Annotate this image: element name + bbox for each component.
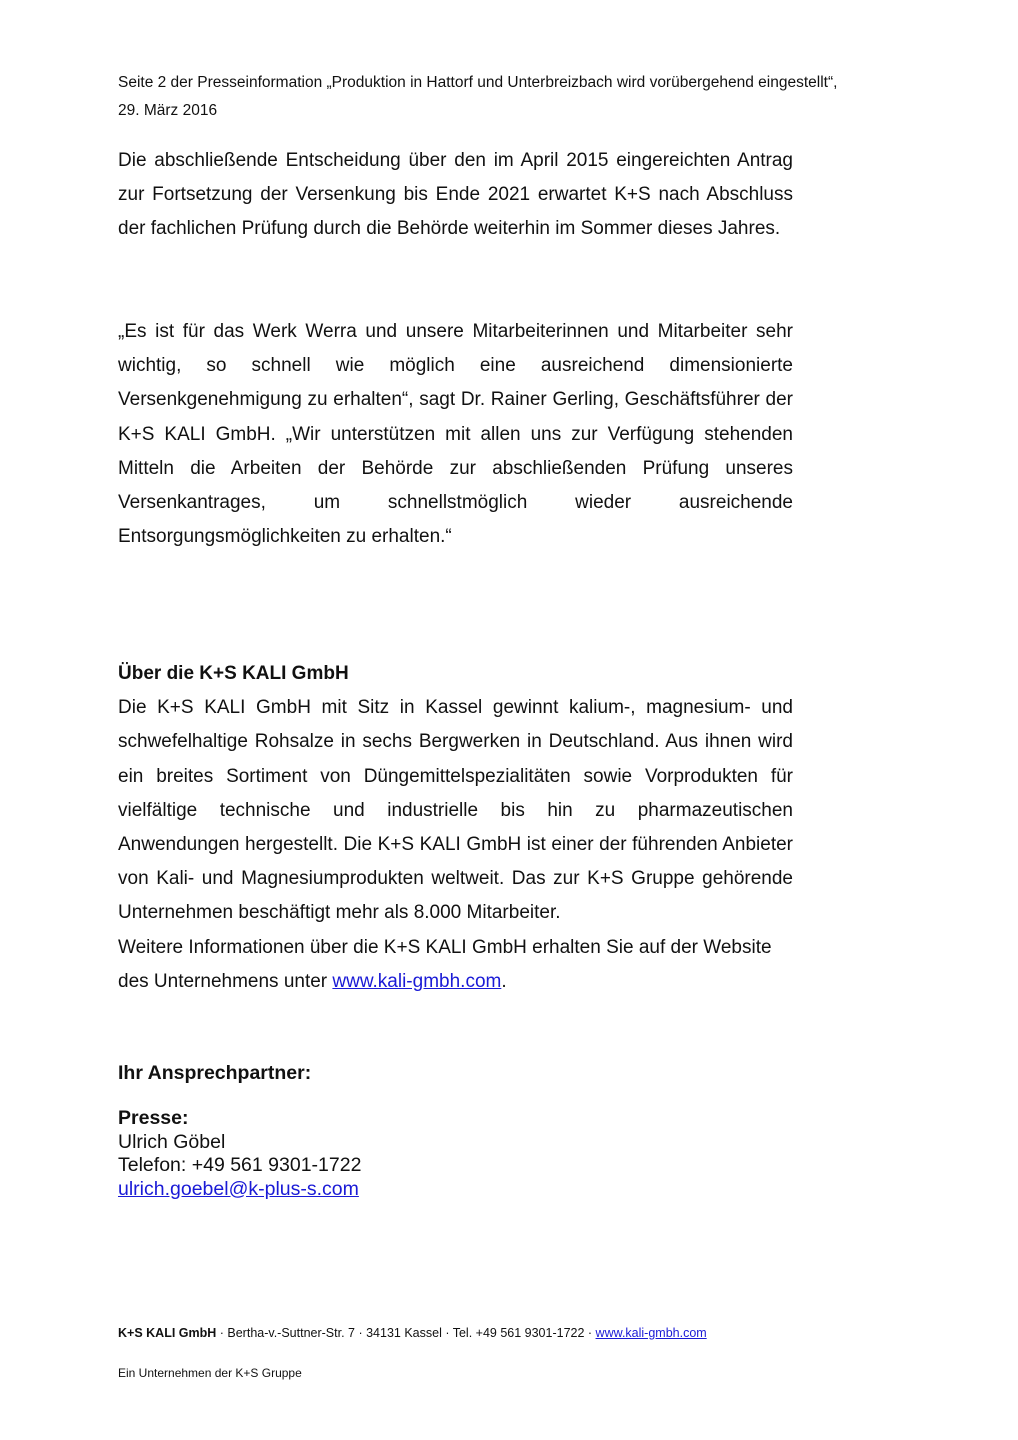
about-more-suffix: .: [501, 970, 507, 992]
about-section: [118, 657, 793, 999]
about-text: Die K+S KALI GmbH mit Sitz in Kassel gewinnt kalium-, magnesium- und schwefelhaltige Rohsalze in sechs Bergwerken in Deutschland. Aus ihnen wird ein breites Sortiment von Düngemittelspezialitäten sowie Vorprodukten für vielfältige technische und industrielle bis hin zu pharmazeutischen Anwendungen hergestellt. Die K+S KALI GmbH ist einer der führenden Anbieter von Kali- und Magnesiumprodukten weltweit. Das zur K+S Gruppe gehörende Unternehmen beschäftigt mehr als 8.000 Mitarbeiter.: [118, 697, 793, 924]
footer-company-line: [118, 1324, 707, 1342]
about-heading: Über die K+S KALI GmbH: [118, 663, 349, 684]
footer-website-link[interactable]: www.kali-gmbh.com: [595, 1326, 707, 1340]
company-website-link[interactable]: www.kali-gmbh.com: [332, 970, 502, 992]
contact-name: Ulrich Göbel: [118, 1130, 226, 1153]
header-title-line: Seite 2 der Presseinformation „Produktion in Hattorf und Unterbreizbach wird vorübergehend eingestellt“,: [118, 74, 838, 91]
footer-company-name: K+S KALI GmbH: [118, 1326, 217, 1340]
press-label: Presse:: [118, 1107, 189, 1129]
footer-address: · Bertha-v.-Suttner-Str. 7 · 34131 Kassel · Tel. +49 561 9301-1722 ·: [216, 1326, 596, 1340]
paragraph-quote-text: „Es ist für das Werk Werra und unsere Mitarbeiterinnen und Mitarbeiter sehr wichtig, so schnell wie möglich eine ausreichend dimensionierte Versenkgenehmigung zu erhalten“, sagt Dr. Rainer Gerling, Geschäftsführer der K+S KALI GmbH. „Wir unterstützen mit allen uns zur Verfügung stehenden Mitteln die Arbeiten der Behörde zur abschließenden Prüfung unseres Versenkantrages, um schnellstmöglich wieder ausreichende Entsorgungsmöglichkeiten zu erhalten.“: [118, 321, 793, 548]
contact-phone: Telefon: +49 561 9301-1722: [118, 1154, 362, 1176]
page-header: [118, 69, 908, 125]
paragraph-decision-text: Die abschließende Entscheidung über den im April 2015 eingereichten Antrag zur Fortsetzung der Versenkung bis Ende 2021 erwartet K+S nach Abschluss der fachlichen Prüfung durch die Behörde weiterhin im Sommer dieses Jahres.: [118, 150, 793, 240]
about-more-info: [118, 931, 793, 999]
paragraph-decision: [118, 144, 793, 247]
contact-title: Ihr Ansprechpartner:: [118, 1062, 312, 1084]
paragraph-quote: [118, 315, 793, 554]
footer-group-note: Ein Unternehmen der K+S Gruppe: [118, 1366, 302, 1380]
contact-email-link[interactable]: ulrich.goebel@k-plus-s.com: [118, 1177, 359, 1200]
about-more-prefix: Weitere Informationen über die K+S KALI GmbH erhalten Sie auf der Website des Unternehmens unter: [118, 936, 772, 992]
contact-block: [118, 1107, 361, 1201]
header-date: 29. März 2016: [118, 102, 218, 119]
